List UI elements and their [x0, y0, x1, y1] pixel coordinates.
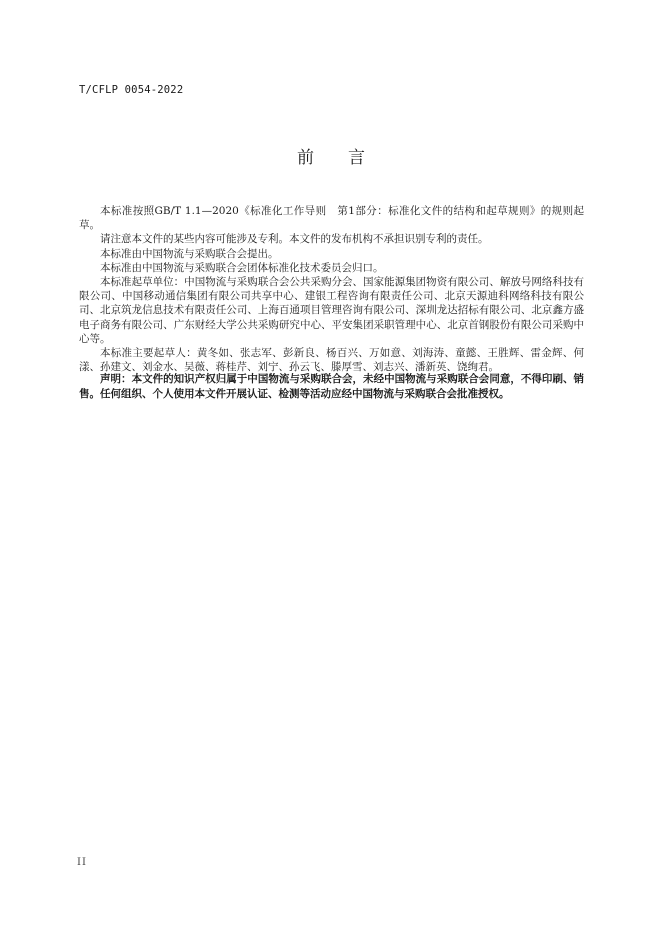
paragraph-proposer: 本标准由中国物流与采购联合会提出。 [100, 247, 279, 260]
ip-statement [79, 372, 584, 402]
document-code: T/CFLP 0054-2022 [79, 84, 184, 96]
paragraph-patent-notice: 请注意本文件的某些内容可能涉及专利。本文件的发布机构不承担识别专利的责任。 [100, 233, 489, 246]
statement-text: 声明：本文件的知识产权归属于中国物流与采购联合会，未经中国物流与采购联合会同意，不得印刷、销售。任何组织、个人使用本文件开展认证、检测等活动应经中国物流与采购联合会批准授权。 [79, 373, 584, 400]
paragraph-committee: 本标准由中国物流与采购联合会团体标准化技术委员会归口。 [100, 261, 384, 274]
title-char-2: 言 [348, 148, 365, 168]
section-title [0, 143, 662, 168]
foreword-body [79, 204, 584, 374]
page-number: II [77, 857, 87, 868]
paragraph-drafting-rules: 本标准按照GB/T 1.1—2020《标准化工作导则 第1部分：标准化文件的结构和起草规则》的规则起草。 [79, 205, 584, 232]
paragraph-drafters: 本标准主要起草人：黄冬如、张志军、彭新良、杨百兴、万如意、刘海涛、童懿、王胜辉、雷金辉、何漾、孙建文、刘金水、吴薇、蒋桂芹、刘宁、孙云飞、滕厚雪、刘志兴、潘新英、饶绚君。 [79, 347, 584, 374]
title-char-1: 前 [297, 148, 314, 168]
paragraph-drafting-units: 本标准起草单位：中国物流与采购联合会公共采购分会、国家能源集团物资有限公司、解放号网络科技有限公司、中国移动通信集团有限公司共享中心、建银工程咨询有限责任公司、北京天源迪科网络科技有限公司、北京筑龙信息技术有限责任公司、上海百通项目管理咨询有限公司、深圳龙达招标有限公司、北京鑫方盛电子商务有限公司、广东财经大学公共采购研究中心、平安集团采职管理中心、北京首钢股份有限公司采购中心等。 [79, 276, 584, 345]
